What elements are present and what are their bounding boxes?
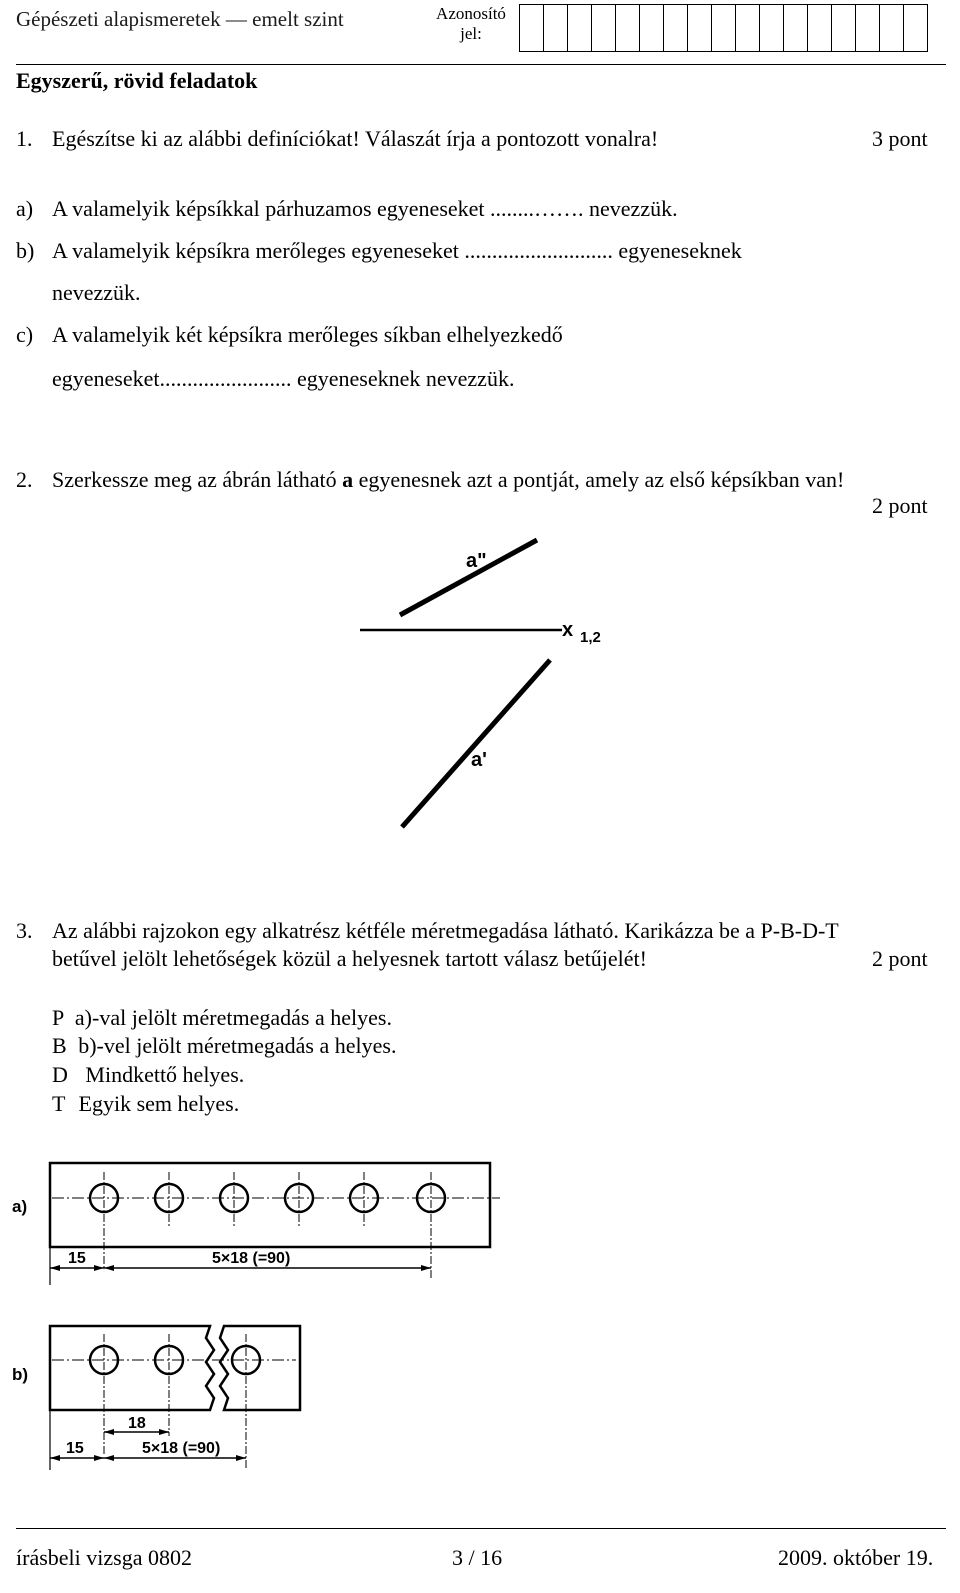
hole [220, 1172, 248, 1226]
id-box[interactable] [639, 4, 664, 52]
id-box[interactable] [759, 4, 784, 52]
q2-text-bold: a [342, 467, 354, 492]
label-x: x [562, 619, 574, 641]
footer-rule [16, 1528, 946, 1529]
dim-18-b: 18 [128, 1415, 146, 1432]
q2-text-before: Szerkessze meg az ábrán látható [52, 467, 337, 492]
label-x-sub: 1,2 [580, 629, 601, 646]
q3-option-p[interactable] [52, 1005, 392, 1031]
label-a1: a' [471, 749, 487, 771]
option-text: b)-vel jelölt méretmegadás a helyes. [78, 1033, 397, 1058]
figure-a-label: a) [12, 1197, 28, 1216]
id-box[interactable] [879, 4, 904, 52]
option-letter[interactable]: T [52, 1091, 66, 1116]
id-box[interactable] [807, 4, 832, 52]
q1-b-prefix: b) [16, 238, 35, 263]
hole [232, 1334, 260, 1468]
header-rule [16, 64, 946, 65]
id-box[interactable] [735, 4, 760, 52]
id-box[interactable] [591, 4, 616, 52]
id-box[interactable] [567, 4, 592, 52]
option-text: Mindkettő helyes. [85, 1062, 245, 1087]
id-box[interactable] [831, 4, 856, 52]
id-boxes[interactable] [520, 4, 928, 52]
id-box[interactable] [903, 4, 928, 52]
figure-b-label: b) [12, 1365, 29, 1384]
q2-text [52, 467, 844, 493]
hole [417, 1172, 445, 1280]
id-box[interactable] [519, 4, 544, 52]
q1-number: 1. [16, 126, 33, 151]
q1-c-cont: egyeneseket........................ egyeneseknek nevezzük. [52, 366, 515, 391]
dim-chain-a: 5×18 (=90) [212, 1250, 291, 1267]
dim-chain-b: 5×18 (=90) [142, 1440, 221, 1457]
q1-c-prefix: c) [16, 322, 34, 347]
line-a1 [402, 660, 550, 827]
hole [155, 1172, 183, 1226]
id-box[interactable] [663, 4, 688, 52]
q1-b-text: A valamelyik képsíkra merőleges egyeneseket ........................... egyeneseknek [52, 238, 742, 263]
q3-text-line1: Az alábbi rajzokon egy alkatrész kétféle méretmegadása látható. Karikázza be a P-B-D-T [52, 918, 839, 943]
option-letter[interactable]: D [52, 1062, 68, 1087]
dim-15-b: 15 [66, 1440, 84, 1457]
option-letter[interactable]: P [52, 1005, 64, 1030]
q1-points: 3 pont [872, 126, 928, 151]
q3-figure-b [0, 1318, 520, 1478]
id-label: Azonosító jel: [436, 4, 506, 43]
hole [350, 1172, 378, 1226]
id-box[interactable] [543, 4, 568, 52]
q2-points: 2 pont [872, 493, 928, 518]
q3-option-d[interactable] [52, 1062, 244, 1088]
q2-number: 2. [16, 467, 33, 492]
label-a2: a" [466, 550, 487, 572]
id-box[interactable] [855, 4, 880, 52]
option-text: a)-val jelölt méretmegadás a helyes. [74, 1005, 392, 1030]
q2-figure [340, 520, 640, 840]
footer-left: írásbeli vizsga 0802 [16, 1545, 192, 1570]
q3-points: 2 pont [872, 946, 928, 971]
plate-right [220, 1326, 300, 1410]
q3-number: 3. [16, 918, 33, 943]
id-box[interactable] [615, 4, 640, 52]
footer-page: 3 / 16 [452, 1545, 503, 1570]
id-box[interactable] [711, 4, 736, 52]
hole [90, 1172, 118, 1270]
dim-15-a: 15 [68, 1250, 86, 1267]
q3-option-b[interactable] [52, 1033, 396, 1059]
hole [155, 1334, 183, 1436]
footer-date: 2009. október 19. [778, 1545, 934, 1570]
option-letter[interactable]: B [52, 1033, 67, 1058]
option-text: Egyik sem helyes. [78, 1091, 240, 1116]
q3-text-line2: betűvel jelölt lehetőségek közül a helyesnek tartott válasz betűjelét! [52, 946, 647, 971]
q1-a-prefix: a) [16, 196, 34, 221]
q1-text: Egészítse ki az alábbi definíciókat! Válaszát írja a pontozott vonalra! [52, 126, 659, 151]
plate-left [50, 1326, 214, 1410]
q3-figure-a [0, 1150, 520, 1290]
q2-text-after: egyenesnek azt a pontját, amely az első képsíkban van! [358, 467, 845, 492]
hole [285, 1172, 313, 1226]
q1-c-text: A valamelyik két képsíkra merőleges síkban elhelyezkedő [52, 322, 563, 347]
q1-b-cont: nevezzük. [52, 280, 141, 305]
section-title: Egyszerű, rövid feladatok [16, 68, 258, 93]
header-title: Gépészeti alapismeretek — emelt szint [16, 7, 344, 31]
id-box[interactable] [687, 4, 712, 52]
q3-option-t[interactable] [52, 1091, 239, 1117]
id-box[interactable] [783, 4, 808, 52]
hole [90, 1334, 118, 1456]
q1-a-text: A valamelyik képsíkkal párhuzamos egyeneseket ........……. nevezzük. [52, 196, 678, 221]
